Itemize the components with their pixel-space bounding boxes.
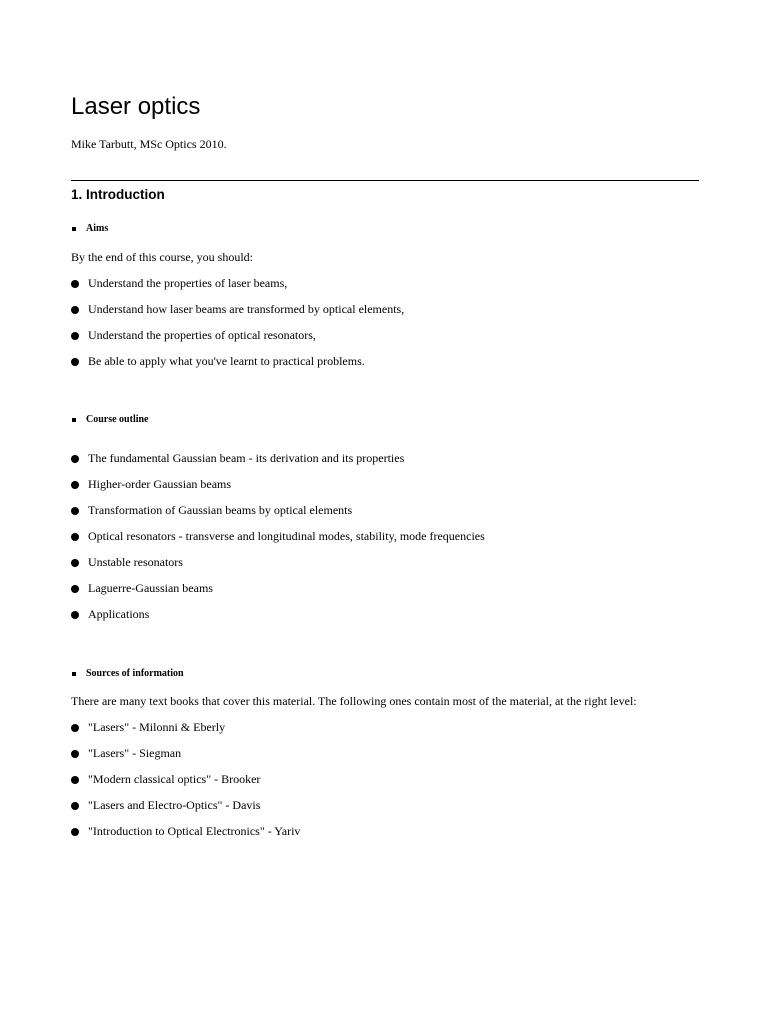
bullet-icon <box>71 280 79 288</box>
list-item <box>71 451 485 477</box>
list-item <box>71 276 404 302</box>
bullet-icon <box>71 776 79 784</box>
bullet-icon <box>71 750 79 758</box>
list-item-text: Understand the properties of optical resonators, <box>88 328 316 342</box>
aims-subheading <box>71 222 108 236</box>
list-item-text: Transformation of Gaussian beams by optical elements <box>88 503 353 517</box>
course-outline-heading-label: Course outline <box>86 414 149 425</box>
list-item <box>71 328 404 354</box>
bullet-icon <box>71 611 79 619</box>
course-outline-list <box>71 451 485 633</box>
aims-heading-label: Aims <box>86 223 109 234</box>
list-item-text: Be able to apply what you've learnt to practical problems. <box>88 354 365 368</box>
bullet-icon <box>71 533 79 541</box>
list-item-text: Optical resonators - transverse and longitudinal modes, stability, mode frequencies <box>88 529 485 543</box>
list-item-text: Laguerre-Gaussian beams <box>88 581 213 595</box>
square-bullet-icon <box>72 672 76 676</box>
list-item <box>71 302 404 328</box>
course-outline-subheading <box>71 413 149 427</box>
list-item <box>71 772 300 798</box>
aims-intro: By the end of this course, you should: <box>71 250 253 264</box>
list-item <box>71 581 485 607</box>
author-line: Mike Tarbutt, MSc Optics 2010. <box>71 137 227 151</box>
bullet-icon <box>71 481 79 489</box>
list-item-text: "Lasers" - Siegman <box>88 746 182 760</box>
list-item-text: "Lasers" - Milonni & Eberly <box>88 720 226 734</box>
list-item-text: Unstable resonators <box>88 555 183 569</box>
bullet-icon <box>71 306 79 314</box>
sources-list <box>71 720 300 850</box>
list-item-text: "Modern classical optics" - Brooker <box>88 772 261 786</box>
list-item <box>71 798 300 824</box>
sources-subheading <box>71 667 184 681</box>
list-item <box>71 555 485 581</box>
aims-list <box>71 276 404 380</box>
sources-heading-label: Sources of information <box>86 668 184 679</box>
square-bullet-icon <box>72 418 76 422</box>
bullet-icon <box>71 507 79 515</box>
square-bullet-icon <box>72 227 76 231</box>
list-item <box>71 503 485 529</box>
list-item <box>71 607 485 633</box>
bullet-icon <box>71 802 79 810</box>
list-item <box>71 477 485 503</box>
list-item <box>71 354 404 380</box>
bullet-icon <box>71 358 79 366</box>
bullet-icon <box>71 724 79 732</box>
list-item-text: Higher-order Gaussian beams <box>88 477 232 491</box>
bullet-icon <box>71 332 79 340</box>
list-item <box>71 529 485 555</box>
bullet-icon <box>71 585 79 593</box>
list-item-text: The fundamental Gaussian beam - its derivation and its properties <box>88 451 405 465</box>
list-item-text: "Lasers and Electro-Optics" - Davis <box>88 798 261 812</box>
list-item <box>71 824 300 850</box>
bullet-icon <box>71 828 79 836</box>
list-item-text: Applications <box>88 607 150 621</box>
list-item-text: Understand how laser beams are transformed by optical elements, <box>88 302 405 316</box>
list-item-text: Understand the properties of laser beams, <box>88 276 288 290</box>
bullet-icon <box>71 559 79 567</box>
sources-intro: There are many text books that cover this material. The following ones contain most of the material, at the right level: <box>71 694 637 708</box>
list-item <box>71 720 300 746</box>
list-item-text: "Introduction to Optical Electronics" - Yariv <box>88 824 301 838</box>
document-title: Laser optics <box>71 93 201 120</box>
bullet-icon <box>71 455 79 463</box>
section-heading-introduction: 1. Introduction <box>71 187 165 202</box>
list-item <box>71 746 300 772</box>
horizontal-rule <box>71 180 699 181</box>
